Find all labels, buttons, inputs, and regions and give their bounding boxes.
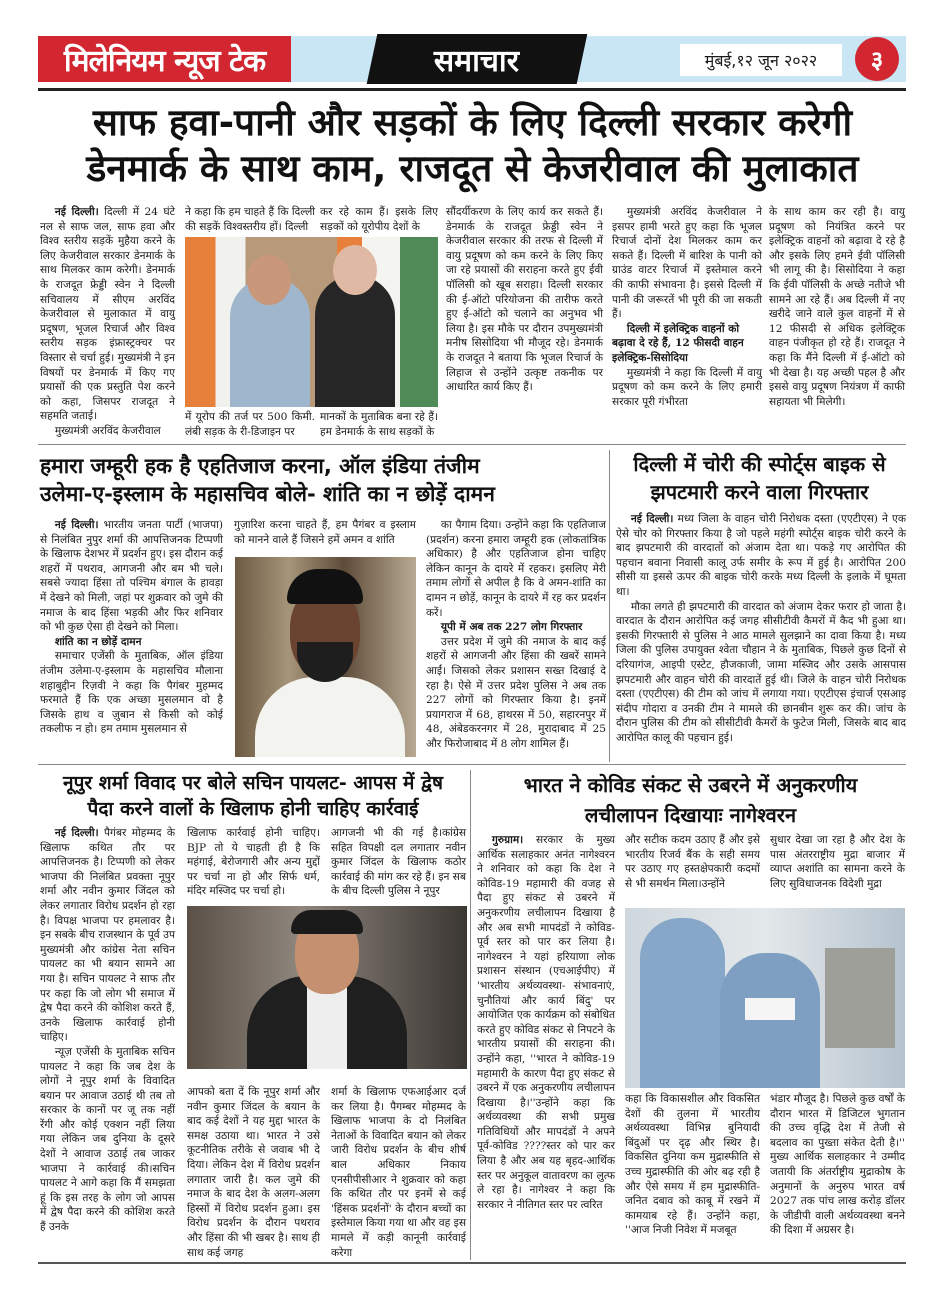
story5-col1 (477, 833, 615, 1212)
section-label (367, 34, 588, 84)
body-text: सौंदर्यीकरण के लिए कार्य कर सकते हैं। डेनमार्क के राजदूत फ्रेड्डी स्वेन ने केजरीवाल सरकार की तरफ से दिल्ली में वायु प्रदूषण को कम करने के लिए किए जा रहे प्रयासों की सराहना करते हुए ईवी पॉलिसी को खूब सराहा। दिल्ली सरकार की ई-ऑटो परियोजना की तारीफ करते हुए ई-ऑटो को चलाने का अनुभव भी लिया है। इस मौके पर दौरान उपमुख्यमंत्री मनीष सिसोदिया भी मौजूद रहे। डेनमार्क के राजदूत ने बताया कि भूजल रिचार्ज के लिहाज से उन्होंने उत्कृष्ट तकनीक पर आधारित कार्य किए हैं। (446, 206, 603, 394)
body-text: न्यूज़ एजेंसी के मुताबिक सचिन पायलट ने कहा कि जब देश के लोगों ने नूपुर शर्मा के विवादित बयान पर आवाज उठाई थी तब तो सरकार के कानों पर जू तक नहीं रेंगी और कोई एक्शन नहीं लिया गया लेकिन जब दुनिया के दूसरे देशों ने आवाज उठाई तब जाकर भाजपा ने कार्रवाई की।सचिन पायलट ने आगे कहा कि मैं समझता हूं कि इस तरह के लोग जो आपस में द्वेष पैदा करने की कोशिश करते हैं उनके (40, 1045, 175, 1234)
body-text: उत्तर प्रदेश में जुमे की नमाज के बाद कई शहरों से आगजनी और हिंसा की खबरें सामने आईं। जिसको लेकर प्रशासन सख्त दिखाई दे रहा है। ऐसे में उत्तर प्रदेश पुलिस ने अब तक 227 लोगों को गिरफ्तार किया है। इनमें प्रयागराज में 68, हाथरस में 50, सहारनपुर में 48, अंबेडकरनगर में 28, मुरादाबाद में 25 और फिरोजाबाद में 8 लोग शामिल हैं। (426, 635, 606, 750)
story1-col5 (612, 205, 762, 409)
body-text: शर्मा के खिलाफ एफआईआर दर्ज कर लिया है। पैगम्बर मोहम्मद के खिलाफ भाजपा के दो निलंबित नेताओं के विवादित बयान को लेकर जारी विरोध प्रदर्शन के बीच शीर्ष बाल अधिकार निकाय एनसीपीसीआर ने शुक्रवार को कहा कि कथित तौर पर इनमें से कई 'हिंसक प्रदर्शनों' के दौरान बच्चों का इस्तेमाल किया गया था और वह इस मामले में कड़ी कानूनी कार्रवाई करेगा (331, 1086, 467, 1259)
body-text: समाचार एजेंसी के मुताबिक, ऑल इंडिया तंजीम उलेमा-ए-इस्लाम के महासचिव मौलाना शहाबुद्दीन रिज़वी ने कहा कि पैगंबर मुहम्मद फरमाते हैं कि एक अच्छा मुसलमान वो है जिसके हाथ व ज़ुबान से किसी को कोई तकलीफ न हो। हम तमाम मुसलमान से (40, 650, 223, 736)
body-text: सुधार देखा जा रहा है और देश के पास अंतरराष्ट्रीय मुद्रा बाजार में व्याप्त अशांति का सामना करने के लिए सुविधाजनक विदेशी मुद्रा (770, 834, 905, 890)
divider (38, 444, 906, 445)
body-text: भारतीय जनता पार्टी (भाजपा) से निलंबित नुपुर शर्मा की आपत्तिजनक टिप्पणी के खिलाफ देशभर में प्रदर्शन हुए। इस दौरान कई शहरों में पथराव, आगजनी और बम भी चले। सबसे ज्यादा हिंसा तो पश्चिम बंगाल के हावड़ा में देखने को मिली, जहां पर शुक्रवार को जुमे की नमाज के बाद हिंसा भड़की और फिर शनिवार को भी कुछ ऐसा ही देखने को मिला। (40, 519, 224, 634)
body-text: ने कहा कि हम चाहते हैं कि दिल्ली की सड़कें विश्वस्तरीय हों। दिल्ली (185, 206, 315, 233)
body-text: मानकों के मुताबिक बना रहे हैं। हम डेनमार्क के साथ सड़कों के (320, 411, 438, 438)
dateline: नई दिल्ली। (54, 206, 99, 218)
subheading: शांति का न छोड़ें दामन (54, 635, 142, 648)
headline-line: उलेमा-ए-इस्लाम के महासचिव बोले- शांति का न छोड़ें दामन (40, 482, 495, 506)
story4-headline (38, 770, 468, 822)
column-divider (609, 450, 610, 762)
headline-line: पैदा करने वालों के खिलाफ होनी चाहिए कार्रवाई (87, 798, 419, 820)
subheading: दिल्ली में इलेक्ट्रिक वाहनों को बढ़ावा दे रहे हैं, 12 फीसदी वाहन इलेक्ट्रिक-सिसोदिया (612, 322, 744, 364)
body-text: मध्य जिला के वाहन चोरी निरोधक दस्ता (एएटीएस) ने एक ऐसे चोर को गिरफ्तार किया है जो पहले महंगी स्पोर्ट्स बाइक चोरी करने के बाद झपटमारी की वारदातों को अंजाम देता था। पकड़े गए आरोपित की पहचान बवाना निवासी कालू उर्फ समीर के रूप में हुई है। आरोपित 200 सीसी या इससे ऊपर की बाइक चोरी करके मध्य दिल्ली के इलाके में घूमता था। (616, 513, 906, 598)
headline-line: भारत ने कोविड संकट से उबरने में अनुकरणीय (523, 773, 858, 797)
body-text: मौका लगते ही झपटमारी की वारदात को अंजाम देकर फरार हो जाता है। वारदात के दौरान आरोपित कई जगह सीसीटीवी कैमरों में कैद भी हुआ था। इसकी गिरफ्तारी से पुलिस ने आठ मामले सुलझाने का दावा किया है। मध्य जिला की पुलिस उपायुक्त श्वेता चौहान ने के मुताबिक, पिछले कुछ दिनों से दरियागंज, आइपी एस्टेट, हौजकाजी, जामा मस्जिद और उसके आसपास झपटमारी और वाहन चोरी की वारदातें हुई थी। जिले के वाहन चोरी निरोधक दस्ता (एएटीएस) की टीम को जांच में लगाया गया। एएटीएस इंचार्ज एसआइ संदीप गोदारा व उनकी टीम ने मामले की छानबीन शुरू कर की। जांच के दौरान पुलिस की टीम को सीसीटीवी कैमरों के फुटेज मिली, जिसके बाद बाद आरोपित कालू की पहचान हुई। (616, 600, 906, 744)
dateline: गुरुग्राम। (491, 834, 524, 846)
story1-headline (30, 100, 915, 192)
body-text: मुख्यमंत्री अरविंद केजरीवाल ने इसपर हामी भरते हुए कहा कि भूजल रिचार्ज दोनों देश मिलकर काम कर सकते हैं। दिल्ली में बारिश के पानी को ग्राउंड वाटर रिचार्ज में इस्तेमाल करने की काफी संभावना है। इससे दिल्ली में पानी की जरूरतें भी पूरी की जा सकती हैं। (612, 206, 762, 321)
headline-line: नूपुर शर्मा विवाद पर बोले सचिन पायलट- आपस में द्वेष (63, 772, 443, 794)
kejriwal-ambassador-photo (185, 237, 438, 407)
body-text: आगजनी भी की गई है।कांग्रेस सहित विपक्षी दल लगातार नवीन कुमार जिंदल के खिलाफ कठोर कार्रवाई की मांग कर रहे हैं। इन सब के बीच दिल्ली पुलिस ने नूपुर (331, 827, 466, 898)
body-text: में यूरोप की तर्ज पर 500 किमी. लंबी सड़क के री-डिजाइन पर (185, 411, 315, 438)
story2-headline (40, 452, 605, 508)
dateline: नई दिल्ली। (54, 827, 99, 839)
body-text: के साथ काम कर रही है। वायु प्रदूषण को नियंत्रित करने पर इलेक्ट्रिक वाहनों को बढ़ावा दे रहे है और इसके लिए हमने ईवी पॉलिसी भी लागू की है। सिसोदिया ने कहा कि ईवी पॉलिसी के अच्छे नतीजे भी सामने आ रहे हैं। अब दिल्ली में नए खरीदे जाने वाले कुल वाहनों में से 12 फीसदी से अधिक इलेक्ट्रिक वाहन पंजीकृत हो रहे हैं। राजदूत ने कहा कि मैंने दिल्ली में ई-ऑटो को भी देखा है। यह अच्छी पहल है और इससे वायु प्रदूषण नियंत्रण में काफी सहायता भी मिलेगी। (769, 206, 905, 408)
page-number: ३ (855, 37, 899, 81)
dateline: नई दिल्ली। (54, 519, 99, 531)
headline-line: डेनमार्क के साथ काम, राजदूत से केजरीवाल की मुलाकात (86, 147, 859, 190)
story4-col1 (40, 826, 175, 1235)
headline-line: साफ हवा-पानी और सड़कों के लिए दिल्ली सरकार करेगी (92, 101, 853, 144)
body-text: आपको बता दें कि नूपुर शर्मा और नवीन कुमार जिंदल के बयान के बाद कई देशों ने यह मुद्दा भारत के समक्ष उठाया था। भारत ने उसे कूटनीतिक तरीके से जवाब भी दे दिया। लेकिन देश में विरोध प्रदर्शन लगातार जारी है। कल जुमे की नमाज के बाद देश के अलग-अलग हिस्सों में विरोध प्रदर्शन हुआ। इस विरोध प्रदर्शन के दौरान पथराव और हिंसा की भी खबर है। साथ ही साथ कई जगह (187, 1086, 320, 1259)
story2-col3 (426, 518, 606, 752)
headline-line: हमारा जम्हूरी हक है एहतिजाज करना, ऑल इंडिया तंजीम (40, 454, 480, 478)
story5-headline (474, 770, 907, 830)
lab-workers-photo (625, 908, 905, 1088)
subheading: यूपी में अब तक 227 लोग गिरफ्तार (440, 621, 583, 634)
body-text: गुज़ारिश करना चाहते हैं, हम पैगंबर व इस्लाम को मानने वाले हैं जिसने हमें अमन व शांति (234, 519, 416, 546)
body-text: पैगंबर मोहम्मद के खिलाफ कथित तौर पर आपत्तिजनक है। टिप्पणी को लेकर भाजपा की निलंबित प्रवक्ता नूपुर शर्मा और नवीन कुमार जिंदल को लेकर लगातार विरोध प्रदर्शन हो रहा है। विपक्ष भाजपा पर हमलावर है। इन सबके बीच राजस्थान के पूर्व उप मुख्यमंत्री और कांग्रेस नेता सचिन पायलट का भी बयान सामने आ गया है। सचिन पायलट ने साफ तौर पर कहा कि जो लोग भी समाज में द्वेष पैदा करने की कोशिश करते हैं, उनके खिलाफ कार्रवाई होनी चाहिए। (40, 827, 175, 1044)
body-text: दिल्ली में 24 घंटे नल से साफ जल, साफ हवा और विश्व स्तरीय सड़कें मुहैया करने के लिए केजरीवाल सरकार डेनमार्क के साथ मिलकर काम करेगी। डेनमार्क के राजदूत फ्रेड्डी स्वेन ने दिल्ली सचिवालय में सीएम अरविंद केजरीवाल से मुलाकात में वायु प्रदूषण, भूजल रिचार्ज और विश्व स्तरीय सड़क इंफ्रास्ट्रक्चर पर विस्तार से चर्चा हुई। मुख्यमंत्री ने इन विषयों पर डेनमार्क में किए गए प्रयासों की एक प्रस्तुति पेश करने को कहा, जिसपर राजदूत ने सहमति जताई। (40, 206, 175, 423)
body-text: का पैगाम दिया। उन्होंने कहा कि एहतिजाज (प्रदर्शन) करना हमारा जम्हूरी हक (लोकतांत्रिक अधिकार) है और एहतिजाज होना चाहिए लेकिन कानून के दायरे में रहकर। इसलिए मेरी तमाम लोगों से अपील है कि वे अमन-शांति का दामन न छोड़ें, कानून के दायरे में रह कर प्रदर्शन करें। (426, 519, 606, 619)
body-text: खिलाफ कार्रवाई होनी चाहिए। BJP तो ये चाहती ही है कि महंगाई, बेरोजगारी और अन्य मुद्दों पर चर्चा ना हो और सिर्फ धर्म, मंदिर मस्जिद पर चर्चा हो। (187, 827, 320, 898)
issue-date: मुंबई,१२ जून २०२२ (680, 44, 842, 76)
header-rule (38, 88, 906, 91)
maulana-photo (235, 557, 416, 757)
headline-line: लचीलापन दिखायाः नागेश्वरन (584, 803, 797, 827)
story3-headline (612, 450, 907, 506)
headline-line: झपटमारी करने वाला गिरफ्तार (650, 480, 869, 504)
footer-rule (38, 1262, 906, 1264)
dateline: नई दिल्ली। (630, 513, 674, 525)
story2-col1 (40, 518, 223, 737)
body-text: सरकार के मुख्य आर्थिक सलाहकार अनंत नागेश्वरन ने शनिवार को कहा कि देश ने कोविड-19 महामारी की वजह से पैदा हुए संकट से उबरने में अनुकरणीय लचीलापन दिखाया है और अब सभी मापदंडों ने कोविड-पूर्व स्तर को पार कर लिया है। नागेश्वरन ने यहां हरियाणा लोक प्रशासन संस्थान (एचआईपीए) में 'भारतीय अर्थव्यवस्था- संभावनाएं, चुनौतियां और कार्य बिंदु' पर आयोजित एक कार्यक्रम को संबोधित करते हुए कोविड संकट से निपटने के भारतीय प्रयासों की सराहना की। उन्होंने कहा, ''भारत ने कोविड-19 महामारी के कारण पैदा हुए संकट से उबरने में एक अनुकरणीय लचीलापन दिखाया है।''उन्होंने कहा कि अर्थव्यवस्था की सभी प्रमुख गतिविधियों और मापदंडों ने अपने पूर्व-कोविड ????स्तर को पार कर लिया है और अब यह बृहद-आर्थिक स्तर पर अनुकूल वातावरण का लुत्फ ले रहा है। नागेश्वर ने कहा कि सरकार ने नीतिगत स्तर पर त्वरित (477, 834, 615, 1211)
masthead: मिलेनियम न्यूज टेक (38, 36, 291, 82)
body-text: और सटीक कदम उठाए हैं और इसे भारतीय रिजर्व बैंक के सही समय पर उठाए गए हस्तक्षेपकारी कदमों से भी समर्थन मिला।उन्होंने (625, 834, 760, 890)
divider (38, 764, 906, 765)
body-text: कर रहे काम हैं। इसके लिए सड़कों को यूरोपीय देशों के (320, 206, 438, 233)
body-text: कहा कि विकासशील और विकसित देशों की तुलना में भारतीय अर्थव्यवस्था विभिन्न बुनियादी बिंदुओं पर दृढ़ और स्थिर है। विकसित दुनिया कम मुद्रास्फीति से उच्च मुद्रास्फीति की ओर बढ़ रही है और ऐसे समय में हम मुद्रास्फीति-जनित दबाव को काबू में रखने में कामयाब रहे हैं। उन्होंने कहा, ''आज निजी निवेश में मजबूत (625, 1093, 760, 1237)
headline-line: दिल्ली में चोरी की स्पोर्ट्स बाइक से (633, 452, 886, 476)
body-text: मुख्यमंत्री ने कहा कि दिल्ली में वायु प्रदूषण को कम करने के लिए हमारी सरकार पूरी गंभीरता (612, 366, 762, 408)
section-label-text: समाचार (434, 43, 520, 79)
body-text: भंडार मौजूद है। पिछले कुछ वर्षों के दौरान भारत में डिजिटल भुगतान की उच्च वृद्धि देश में तेजी से बदलाव का पुख्ता संकेत देती है।'' मुख्य आर्थिक सलाहकार ने उम्मीद जतायी कि अंतर्राष्ट्रीय मुद्राकोष के अनुमानों के अनुरुप भारत वर्ष 2027 तक पांच लाख करोड़ डॉलर के जीडीपी वाली अर्थव्यवस्था बनने की दिशा में अग्रसर है। (770, 1093, 905, 1237)
body-text: मुख्यमंत्री अरविंद केजरीवाल (54, 424, 161, 437)
story1-col1 (40, 205, 175, 439)
column-divider (470, 770, 471, 1260)
story3-body (616, 512, 906, 746)
sachin-pilot-photo (187, 906, 467, 1069)
